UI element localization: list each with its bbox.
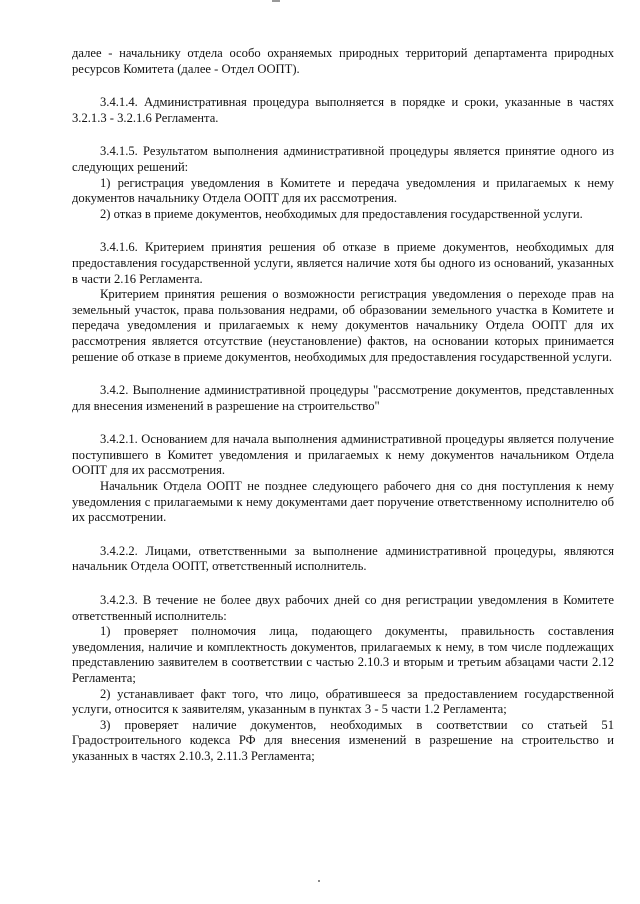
document-page <box>72 46 614 765</box>
paragraph-3-4-2-3: 3.4.2.3. В течение не более двух рабочих дней со дня регистрации уведомления в Комитете ответственный исполнитель: <box>72 593 614 623</box>
paragraph-3-4-1-4: 3.4.1.4. Административная процедура выполняется в порядке и сроки, указанные в частях 3.2.1.3 - 3.2.1.6 Регламента. <box>72 95 614 125</box>
paragraph-head-of-oopt: Начальник Отдела ООПТ не позднее следующего рабочего дня со дня поступления к нему уведомления с прилагаемыми к нему документами дает поручение ответственному исполнителю об их рассмотрении. <box>72 479 614 525</box>
paragraph-continuation-oopt: далее - начальнику отдела особо охраняемых природных территорий департамента природных ресурсов Комитета (далее - Отдел ООПТ). <box>72 46 614 76</box>
paragraph-registration-criterion: Критерием принятия решения о возможности регистрация уведомления о переходе прав на земельный участок, права пользования недрами, об образовании земельного участка в Комитете и передача уведомления и прилагаемых к нему документов начальнику Отдела ООПТ для их рассмотрения является отсутствие (неустановление) фактов, на основании которых принимается решение об отказе в приеме документов, необходимых для предоставления государственной услуги. <box>72 287 614 364</box>
list-item-check-3: 3) проверяет наличие документов, необходимых в соответствии со статьей 51 Градостроительного кодекса РФ для внесения изменений в разрешение на строительство и указанных в частях 2.10.3, 2.11.3 Регламента; <box>72 717 614 763</box>
paragraph-3-4-2-2: 3.4.2.2. Лицами, ответственными за выполнение административной процедуры, являются начальник Отдела ООПТ, ответственный исполнитель. <box>72 543 614 574</box>
scan-artifact-top <box>272 0 280 2</box>
paragraph-3-4-2: 3.4.2. Выполнение административной процедуры "рассмотрение документов, представленных для внесения изменений в разрешение на строительство" <box>72 383 614 413</box>
list-item-decision-2: 2) отказ в приеме документов, необходимых для предоставления государственной услуги. <box>100 206 583 221</box>
paragraph-3-4-1-6: 3.4.1.6. Критерием принятия решения об отказе в приеме документов, необходимых для предоставления государственной услуги, является наличие хотя бы одного из оснований, указанных в части 2.16 Регламента. <box>72 240 614 286</box>
paragraph-3-4-2-1: 3.4.2.1. Основанием для начала выполнения административной процедуры является получение поступившего в Комитет уведомления и прилагаемых к нему документов начальником Отдела ООПТ для их рассмотрения. <box>72 432 614 478</box>
paragraph-3-4-1-5: 3.4.1.5. Результатом выполнения административной процедуры является принятие одного из следующих решений: <box>72 144 614 174</box>
list-item-check-2: 2) устанавливает факт того, что лицо, обратившееся за предоставлением государственной услуги, относится к заявителям, указанным в пунктах 3 - 5 части 1.2 Регламента; <box>72 686 614 717</box>
list-item-decision-1: 1) регистрация уведомления в Комитете и передача уведомления и прилагаемых к нему документов начальнику Отдела ООПТ для их рассмотрения. <box>72 175 614 206</box>
scan-artifact-bottom <box>318 880 320 882</box>
list-item-check-1: 1) проверяет полномочия лица, подающего документы, правильность составления уведомления, наличие и комплектность документов, прилагаемых к нему, в том числе подлежащих представлению заявителем в соответствии с частью 2.10.3 и вторым и третьим абзацами части 2.12 Регламента; <box>72 624 614 685</box>
